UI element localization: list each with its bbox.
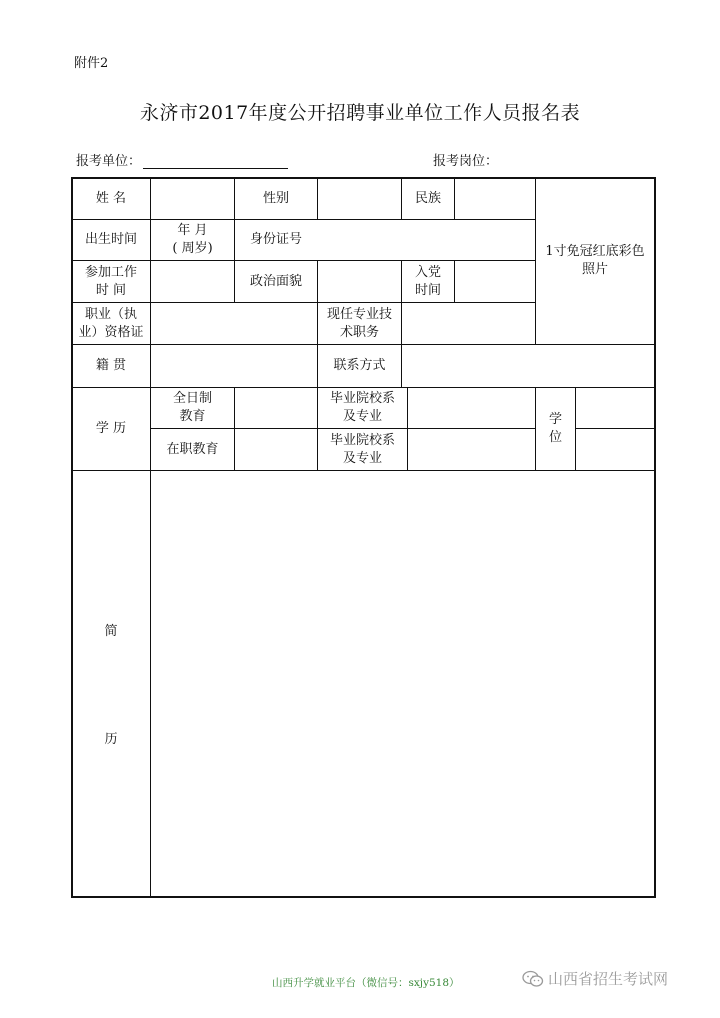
label-party-join: 入党 时间: [414, 264, 441, 298]
col-line-a: [150, 177, 151, 897]
col-line-g: [575, 387, 576, 470]
label-contact: 联系方式: [333, 358, 386, 373]
col-line-d3: [407, 387, 408, 470]
col-line-e2: [454, 260, 455, 302]
label-degree: 学 位: [548, 412, 562, 445]
label-political: 政治面貌: [249, 273, 302, 289]
label-title-position: 现任专业技 术职务: [326, 306, 392, 340]
apply-unit-label: 报考单位：: [76, 154, 142, 169]
footer-source: 山西升学就业平台（微信号：sxjy518）: [272, 977, 460, 989]
attachment-label: 附件2: [74, 56, 109, 71]
label-school-major-2: 毕业院校系 及专业: [329, 432, 395, 466]
label-native-place: 籍 贯: [95, 358, 127, 373]
photo-placeholder: 1寸免冠红底彩色 照片: [545, 244, 645, 277]
col-line-c1: [317, 177, 318, 219]
label-resume-1: 简: [104, 624, 118, 639]
col-line-e1: [454, 177, 455, 219]
birth-value-template: 年 月 ( 周岁): [172, 223, 213, 256]
row-line-7: [71, 470, 656, 471]
col-line-c2: [317, 260, 318, 302]
label-gender: 性别: [262, 190, 289, 206]
apply-post-label: 报考岗位：: [433, 154, 499, 169]
table-border-right: [654, 177, 656, 898]
table-border-bottom: [71, 896, 656, 898]
watermark: [522, 968, 668, 989]
wechat-icon: [522, 970, 544, 988]
label-ethnicity: 民族: [414, 190, 441, 206]
label-resume-2: 历: [104, 732, 118, 747]
page-title: 永济市2017年度公开招聘事业单位工作人员报名表: [139, 102, 581, 124]
watermark-text: 山西省招生考试网: [548, 970, 669, 988]
label-name: 姓 名: [95, 190, 127, 206]
row-line-6b: [575, 428, 655, 429]
label-id-number: 身份证号: [249, 232, 302, 247]
label-school-major-1: 毕业院校系 及专业: [329, 391, 395, 424]
label-inservice: 在职教育: [166, 441, 219, 457]
label-work-start: 参加工作 时 间: [84, 264, 137, 298]
col-line-b2: [234, 387, 235, 470]
label-fulltime: 全日制 教育: [172, 391, 212, 424]
label-qualification: 职业（执 业）资格证: [78, 306, 144, 340]
label-birth: 出生时间: [84, 232, 137, 247]
label-education: 学 历: [95, 421, 127, 436]
